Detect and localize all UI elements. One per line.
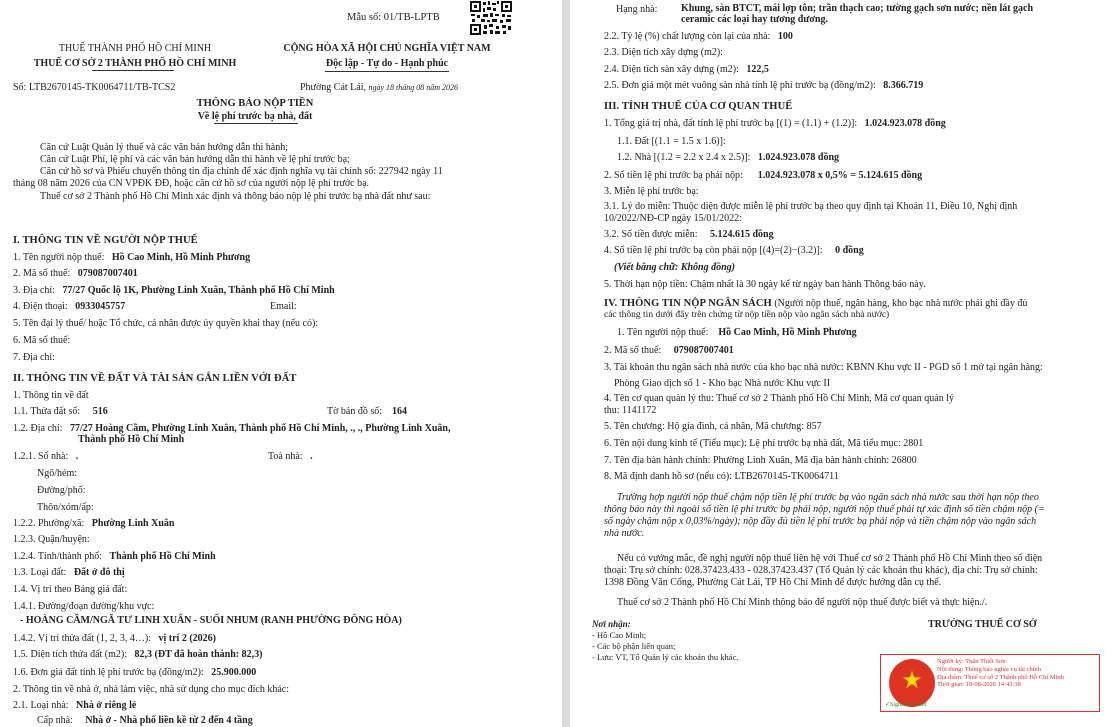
payer-name: 1. Tên người nộp thuế: Hồ Cao Minh, Hồ Minh Phương: [617, 327, 857, 338]
collecting-agency: 4. Tên cơ quan quản lý thu: Thuế cơ sở 2 Thành phố Hồ Chí Minh, Mã cơ quan quản lý: [604, 393, 954, 404]
national-motto: Độc lập - Tự do - Hạnh phúc: [325, 58, 449, 69]
late-payment-note: Trường hợp người nộp thuế chậm nộp tiền lệ phí trước bạ vào ngân sách nhà nước sau thời hạn nộp theo: [617, 492, 1039, 503]
remaining-fee: 4. Số tiền lệ phí trước bạ còn phải nộp [(4)=(2)−(3.2)]: 0 đồng: [604, 245, 864, 256]
road-section: 1.4.1. Đường/đoạn đường/khu vực:: [13, 601, 155, 612]
house-info: 2. Thông tin về nhà ở, nhà làm việc, nhà sử dụng cho mục đích khác:: [13, 684, 290, 695]
province: 1.2.4. Tỉnh/thành phố: Thành phố Hồ Chí Minh: [13, 551, 216, 562]
house-type: 2.1. Loại nhà: Nhà ở riêng lẻ: [13, 700, 137, 711]
signer-title: TRƯỞNG THUẾ CƠ SỞ: [928, 619, 1037, 630]
digital-signature-stamp: [880, 654, 1100, 712]
exemption-reason: 3.1. Lý do miễn: Thuộc diện được miễn lệ phí trước bạ theo quy định tại Khoản 11, Điều 10, Nghị định: [604, 201, 1018, 212]
building-name: Toà nhà: .: [268, 451, 313, 462]
issue-place-date: Phường Cát Lái, ngày 18 tháng 08 năm 2026: [300, 82, 459, 93]
land-address-cont: Thành phố Hồ Chí Minh: [78, 434, 185, 445]
agent-tax-code: 6. Mã số thuế:: [13, 335, 71, 346]
quality-ratio: 2.2. Tỷ lệ (%) chất lượng còn lại của nhà: 100: [604, 31, 793, 42]
parcel-area: 1.5. Diện tích thửa đất (m2): 82,3 (ĐT đã hoàn thành: 82,3): [13, 649, 263, 660]
taxpayer-tax-code: 2. Mã số thuế: 079087007401: [13, 268, 138, 279]
section4-note: các thông tin dưới đây trên chứng từ nộp tiền nộp vào ngân sách nhà nước): [604, 310, 890, 320]
stamp-details: Người ký: Thân Thiết Sơn Nội dung: Thông báo nghĩa vụ tài chính Địa điểm: Thuế cơ sở 2 Thành phố Hồ Chí Minh Thời gian: 18-08-2026 14:43:38: [937, 658, 1064, 689]
map-sheet-number: Tờ bản đồ số: 164: [327, 406, 408, 417]
parcel-position: 1.4.2. Vị trí thửa đất (1, 2, 3, 4…): vị trí 2 (2026): [13, 633, 216, 644]
treasury-account-cont: Phòng Giao dịch số 1 - Kho bạc Nhà nước Khu vực II: [614, 378, 831, 389]
agency-parent: THUẾ THÀNH PHỐ HỒ CHÍ MINH: [58, 43, 212, 54]
preamble-line: Căn cứ Luật Quản lý thuế và các văn bản hướng dẫn thi hành;: [40, 142, 288, 153]
agent-name: 5. Tên đại lý thuế/ hoặc Tổ chức, cá nhân được ủy quyền khai thay (nếu có):: [13, 318, 319, 329]
ward: 1.2.2. Phường/xã: Phường Linh Xuân: [13, 518, 175, 529]
parcel-number: 1.1. Thửa đất số: 516: [13, 406, 108, 417]
national-title: CỘNG HÒA XÃ HỘI CHỦ NGHĨA VIỆT NAM: [283, 43, 491, 54]
contact-note: Nếu có vướng mắc, đề nghị người nộp thuế liên hệ với Thuế cơ sở 2 Thành phố Hồ Chí Minh theo số điện: [617, 553, 1043, 564]
house-class-value-cont: ceramic các loại hay tương đương.: [681, 14, 828, 25]
section-title: III. TÍNH THUẾ CỦA CƠ QUAN THUẾ: [604, 101, 793, 112]
economic-content: 6. Tên nội dung kinh tế (Tiểu mục): Lệ phí trước bạ nhà đất, Mã tiểu mục: 2801: [604, 438, 924, 449]
contact-note: 1398 Đồng Văn Cống, Phường Cát Lái, TP Hồ Chí Minh để được hướng dẫn cụ thể.: [604, 577, 942, 588]
house-grade: Cấp nhà: Nhà ở - Nhà phố liền kề từ 2 đến 4 tầng: [37, 715, 253, 726]
land-info: 1. Thông tin về đất: [13, 390, 89, 401]
agency-name: THUẾ CƠ SỞ 2 THÀNH PHỐ HỒ CHÍ MINH: [33, 58, 237, 69]
land-address: 1.2. Địa chỉ: 77/27 Hoàng Cầm, Phường Linh Xuân, Thành phố Hồ Chí Minh, ., ., Phường Linh Xuân,: [13, 423, 451, 434]
section4-heading: IV. THÔNG TIN NỘP NGÂN SÁCH (Người nộp thuế, ngân hàng, kho bạc nhà nước phải ghi đầy đủ: [604, 298, 1028, 309]
payment-deadline: 5. Thời hạn nộp tiền: Chậm nhất là 30 ngày kể từ ngày ban hành Thông báo này.: [604, 279, 926, 290]
house-class-value: Khung, sàn BTCT, mái lợp tôn; trần thạch cao; tường gạch sơn nước; nền lát gạch: [681, 3, 1034, 14]
hamlet: Thôn/xóm/ấp:: [37, 502, 94, 513]
alley: Ngõ/hẻm:: [37, 468, 77, 479]
late-payment-note: số ngày chậm nộp x 0,03%/ngày); nộp đầy đủ tiền lệ phí trước bạ phải nộp và tiền chậm nộp vào ngân sách: [604, 516, 1037, 527]
taxpayer-name: 1. Tên người nộp thuế: Hồ Cao Minh, Hồ Minh Phương: [13, 252, 251, 263]
total-value: 1. Tổng giá trị nhà, đất tính lệ phí trước bạ [(1) = (1.1) + (1.2)]: 1.024.923.078 đồng: [604, 118, 946, 129]
signature-valid-badge: ✓Signature valid: [885, 702, 927, 709]
price-position: 1.4. Vị trí theo Bảng giá đất:: [13, 584, 128, 595]
admin-area: 7. Tên địa bàn hành chính: Phường Linh Xuân, Mã địa bàn hành chính: 26800: [604, 455, 917, 466]
subtitle-underline: [214, 123, 298, 124]
form-number: Mẫu số: 01/TB-LPTB: [347, 12, 440, 23]
recipient: - Hồ Cao Minh;: [592, 630, 647, 640]
exemption-amount: 3.2. Số tiền được miễn: 5.124.615 đồng: [604, 229, 774, 240]
recipient: - Lưu: VT, Tổ Quản lý các khoản thu khác.: [592, 652, 739, 662]
treasury-account: 3. Tài khoản thu ngân sách nhà nước của kho bạc nhà nước: KBNN Khu vực II - PGD số 1 mở tại ngân hàng:: [604, 362, 1043, 373]
payer-tax-code: 2. Mã số thuế: 079087007401: [604, 345, 734, 356]
fee-exemption: 3. Miễn lệ phí trước bạ:: [604, 186, 699, 197]
contact-note: thoại: Trụ sở chính: 028.37423.433 - 028.37423.437 (Tổ Quản lý các khoản thu khác), địa chỉ: Trụ sở chính:: [604, 565, 1038, 576]
notice-title: THÔNG BÁO NỘP TIỀN: [196, 98, 314, 109]
house-class-label: Hạng nhà:: [616, 4, 658, 15]
file-identifier: 8. Mã định danh hồ sơ (nếu có): LTB2670145-TK0064711: [604, 471, 839, 482]
taxpayer-email: Email:: [270, 301, 297, 312]
section-title: I. THÔNG TIN VỀ NGƯỜI NỘP THUẾ: [13, 235, 198, 246]
exemption-reason-cont: 10/2022/NĐ-CP ngày 15/01/2022:: [604, 213, 742, 224]
preamble-line: Căn cứ hồ sơ và Phiếu chuyển thông tin địa chính để xác định nghĩa vụ tài chính số: 227942 ngày 11: [40, 166, 443, 177]
road-section-value: - HOÀNG CẦM/NGÃ TƯ LINH XUÂN - SUỐI NHUM (RANH PHƯỜNG ĐÔNG HÒA): [20, 615, 402, 626]
house-value: 1.2. Nhà [(1.2 = 2.2 x 2.4 x 2.5)]: 1.024.923.078 đồng: [617, 152, 840, 163]
collecting-agency-cont: thu: 1141172: [604, 405, 657, 416]
qr-code-icon: [469, 0, 513, 36]
amount-in-words: (Viết bằng chữ: Không đồng): [614, 262, 736, 273]
section-title: II. THÔNG TIN VỀ ĐẤT VÀ TÀI SẢN GẮN LIỀN VỚI ĐẤT: [13, 373, 297, 384]
notice-subtitle: Về lệ phí trước bạ nhà, đất: [197, 111, 313, 122]
fee-payable: 2. Số tiền lệ phí trước bạ phải nộp: 1.024.923.078 x 0,5% = 5.124.615 đồng: [604, 170, 923, 181]
land-value: 1.1. Đất [(1.1 = 1.5 x 1.6)]:: [617, 136, 726, 147]
budget-chapter: 5. Tên chương: Hộ gia đình, cá nhân, Mã chương: 857: [604, 421, 822, 432]
recipients-title: Nơi nhận:: [592, 619, 631, 629]
national-emblem-icon: ★: [889, 659, 935, 707]
preamble-line: Căn cứ Luật Phí, lệ phí và các văn bản hướng dẫn thi hành về lệ phí trước bạ;: [40, 154, 350, 165]
agency-underline: [92, 70, 174, 71]
late-payment-note: thông báo này thì ngoài số tiền lệ phí trước bạ phải nộp, người nộp thuế phải tự xác định số tiền chậm nộp (=: [604, 504, 1045, 515]
document-number: Số: LTB2670145-TK0064711/TB-TCS2: [13, 82, 176, 93]
land-unit-price: 1.6. Đơn giá đất tính lệ phí trước bạ (đồng/m2): 25.900.000: [13, 667, 257, 678]
preamble-line: tháng 08 năm 2026 của CN VPĐK ĐĐ, hoặc căn cứ hồ sơ của người nộp lệ phí trước bạ.: [13, 178, 370, 189]
preamble-line: Thuế cơ sở 2 Thành phố Hồ Chí Minh xác định và thông báo nộp lệ phí trước bạ nhà đất như sau:: [40, 191, 431, 202]
page-divider: [562, 0, 570, 727]
agent-address: 7. Địa chỉ:: [13, 352, 55, 363]
land-type: 1.3. Loại đất: Đất ở đô thị: [13, 567, 125, 578]
recipient: - Các bộ phận liên quan;: [592, 641, 676, 651]
taxpayer-phone: 4. Điện thoại: 0933045757: [13, 301, 126, 312]
district: 1.2.3. Quận/huyện:: [13, 534, 90, 545]
floor-unit-price: 2.5. Đơn giá một mét vuông sàn nhà tính lệ phí trước bạ (đồng/m2): 8.366.719: [604, 80, 924, 91]
closing-statement: Thuế cơ sở 2 Thành phố Hồ Chí Minh thông báo để người nộp thuế được biết và thực hiện./.: [617, 597, 988, 608]
street: Đường/phố:: [37, 485, 86, 496]
late-payment-note: nhà nước.: [604, 528, 645, 539]
house-number: 1.2.1. Số nhà: .: [13, 451, 79, 462]
taxpayer-address: 3. Địa chỉ: 77/27 Quốc lộ 1K, Phường Linh Xuân, Thành phố Hồ Chí Minh: [13, 285, 335, 296]
floor-area: 2.4. Diện tích sàn xây dựng (m2): 122,5: [604, 64, 769, 75]
motto-underline: [325, 71, 449, 72]
building-area: 2.3. Diện tích xây dựng (m2):: [604, 47, 724, 58]
